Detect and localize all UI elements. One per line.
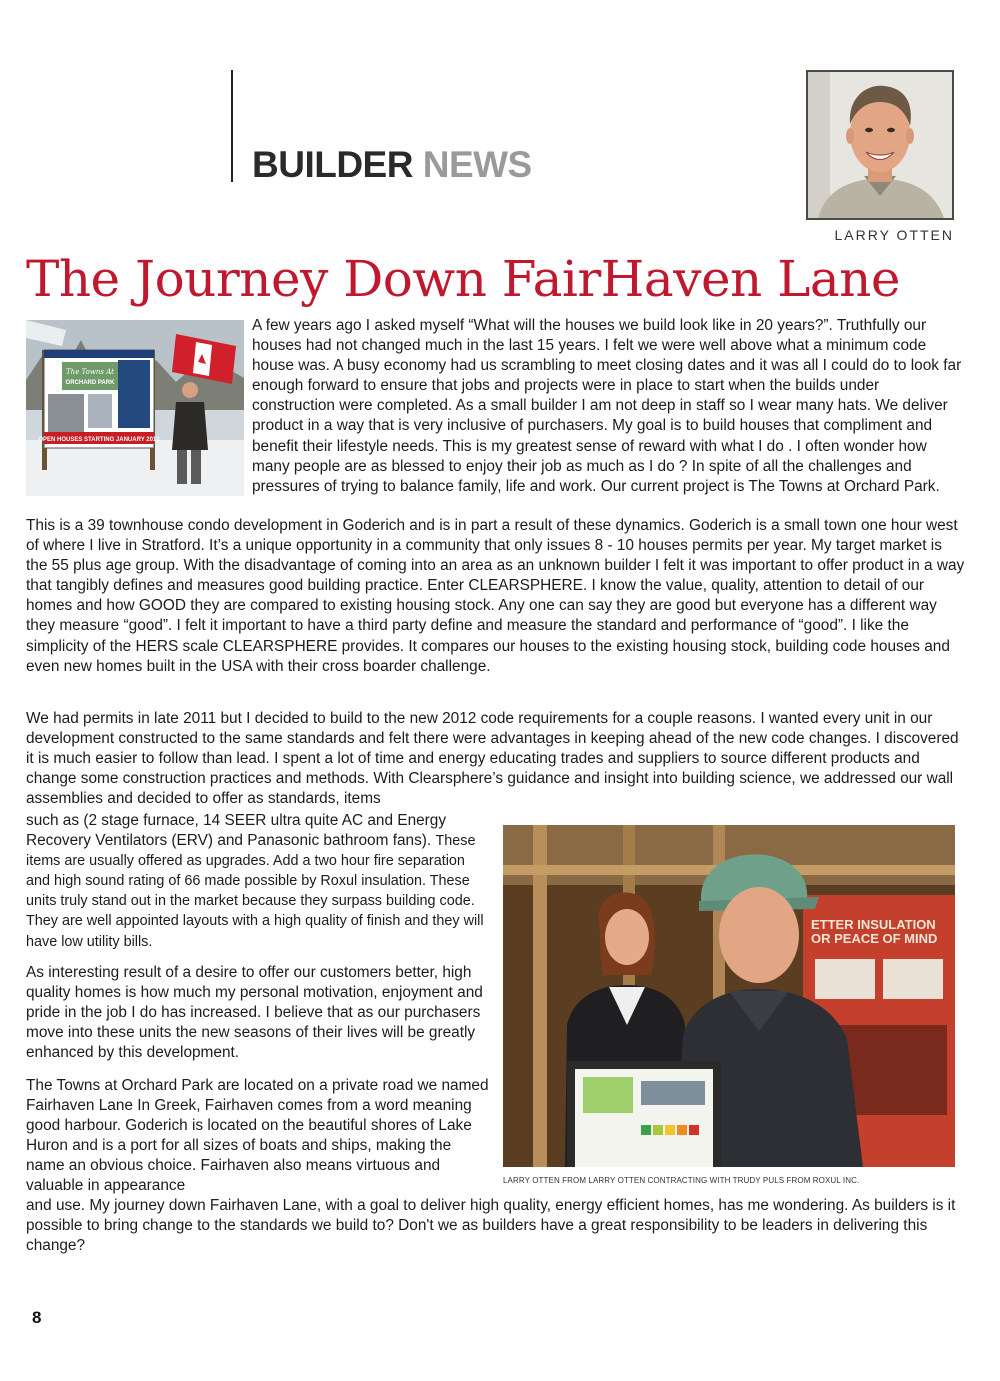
sign-photo-illustration xyxy=(26,320,244,496)
orchard-park-sign-photo xyxy=(26,320,244,496)
article-paragraph-2-continued xyxy=(26,811,492,952)
section-title-word1: BUILDER xyxy=(252,144,413,185)
author-name: LARRY OTTEN xyxy=(834,227,954,243)
section-title-word2: NEWS xyxy=(422,144,532,185)
sign-line1: The Towns At xyxy=(66,368,114,376)
booth-line2: OR PEACE OF MIND xyxy=(811,931,938,946)
header-divider xyxy=(231,70,233,182)
article-paragraph-1-continued: This is a 39 townhouse condo development in Goderich and is in part a result of these dynamics. Goderich is a small town one hour west of where I live in Stratford. It’s a unique opportunity in a community that only issues 8 - 10 houses permits per year. My target market is the 55 plus age group. With the disadvantage of coming into an area as an unknown builder I felt it was important to offer product in a way that tangibly defines and measures good building practice. Enter CLEARSPHERE. I know the value, quality, attention to detail of our homes and how GOOD they are compared to existing housing stock. Any one can say they are good but everyone has a different way they measure “good”. I felt it important to have a third party define and measure the standard and performance of “good”. I like the simplicity of the HERS scale CLEARSPHERE provides. It compares our houses to the existing housing stock, building code houses and even new homes built in the USA with their cross boarder challenge. xyxy=(26,517,965,675)
roxul-booth-photo xyxy=(503,825,955,1167)
author-portrait xyxy=(806,70,954,220)
paragraph-2-items: such as (2 stage furnace, 14 SEER ultra quite AC and Energy Recovery Ventilators (ERV) and Panasonic bathroom fans). xyxy=(26,812,447,850)
booth-photo-illustration xyxy=(503,825,955,1167)
article-paragraph-3: As interesting result of a desire to offer our customers better, high quality homes is how much my personal motivation, enjoyment and pride in the job I do has increased. I believe that as our purchasers move into these units the new seasons of their lives will be greatly enhanced by this development. xyxy=(26,964,483,1062)
article-headline: The Journey Down FairHaven Lane xyxy=(26,250,900,308)
author-portrait-illustration xyxy=(808,72,952,218)
article-paragraph-4: The Towns at Orchard Park are located on a private road we named Fairhaven Lane In Greek, Fairhaven comes from a word meaning good harbour. Goderich is located on the beautiful shores of Lake Huron and is a port for all sizes of boats and ships, making the name an obvious choice. Fairhaven also means virtuous and valuable in appearance xyxy=(26,1077,489,1195)
article-paragraph-4-continued: and use. My journey down Fairhaven Lane, with a goal to deliver high quality, energy efficient homes, has me wondering. As builders is it possible to bring change to the standards we build to? Don't we as builders have a great responsibility to be leaders in delivering this change? xyxy=(26,1197,956,1255)
sign-line2: ORCHARD PARK xyxy=(65,380,115,386)
article-paragraph-1: A few years ago I asked myself “What will the houses we build look like in 20 years?”. Truthfully our houses had not changed much in the last 15 years. I felt we were well above what a minimum code house was. A busy economy had us scrambling to meet closing dates and it was all I could do to look far enough forward to ensure that jobs and projects were in place to start when the builds under construction were completed. As a small builder I am not deep in staff so I wear many hats. We deliver product in a way that is very inclusive of purchasers. My goal is to build houses that compliment and benefit their lifestyle needs. This is my greatest sense of reward with what I do . I often wonder how many people are as blessed to enjoy their job as much as I do ? In spite of all the challenges and pressures of trying to balance family, life and work. Our current project is The Towns at Orchard Park. xyxy=(252,317,962,495)
page-number: 8 xyxy=(32,1308,42,1327)
booth-line1: ETTER INSULATION xyxy=(811,917,936,932)
sign-banner: OPEN HOUSES STARTING JANUARY 2012 xyxy=(38,437,160,443)
paragraph-2-upgrades: These items are usually offered as upgrades. Add a two hour fire separation and high sound rating of 66 made possible by Roxul insulation. These units truly stand out in the market because they surpass building code. They are well appointed layouts with a high quality of finish and they will have low utility bills. xyxy=(26,833,484,950)
photo-caption: LARRY OTTEN FROM LARRY OTTEN CONTRACTING WITH TRUDY PULS FROM ROXUL INC. xyxy=(503,1176,860,1185)
article-paragraph-2: We had permits in late 2011 but I decided to build to the new 2012 code requirements for a couple reasons. I wanted every unit in our development constructed to the same standards and felt there were advantages in keeping ahead of the new code changes. I discovered it is much easier to follow than lead. I spent a lot of time and energy educating trades and suppliers to source different products and change some construction practices and methods. With Clearsphere’s guidance and insight into building science, we addressed our wall assemblies and decided to offer as standards, items xyxy=(26,710,959,808)
section-title xyxy=(252,143,532,187)
